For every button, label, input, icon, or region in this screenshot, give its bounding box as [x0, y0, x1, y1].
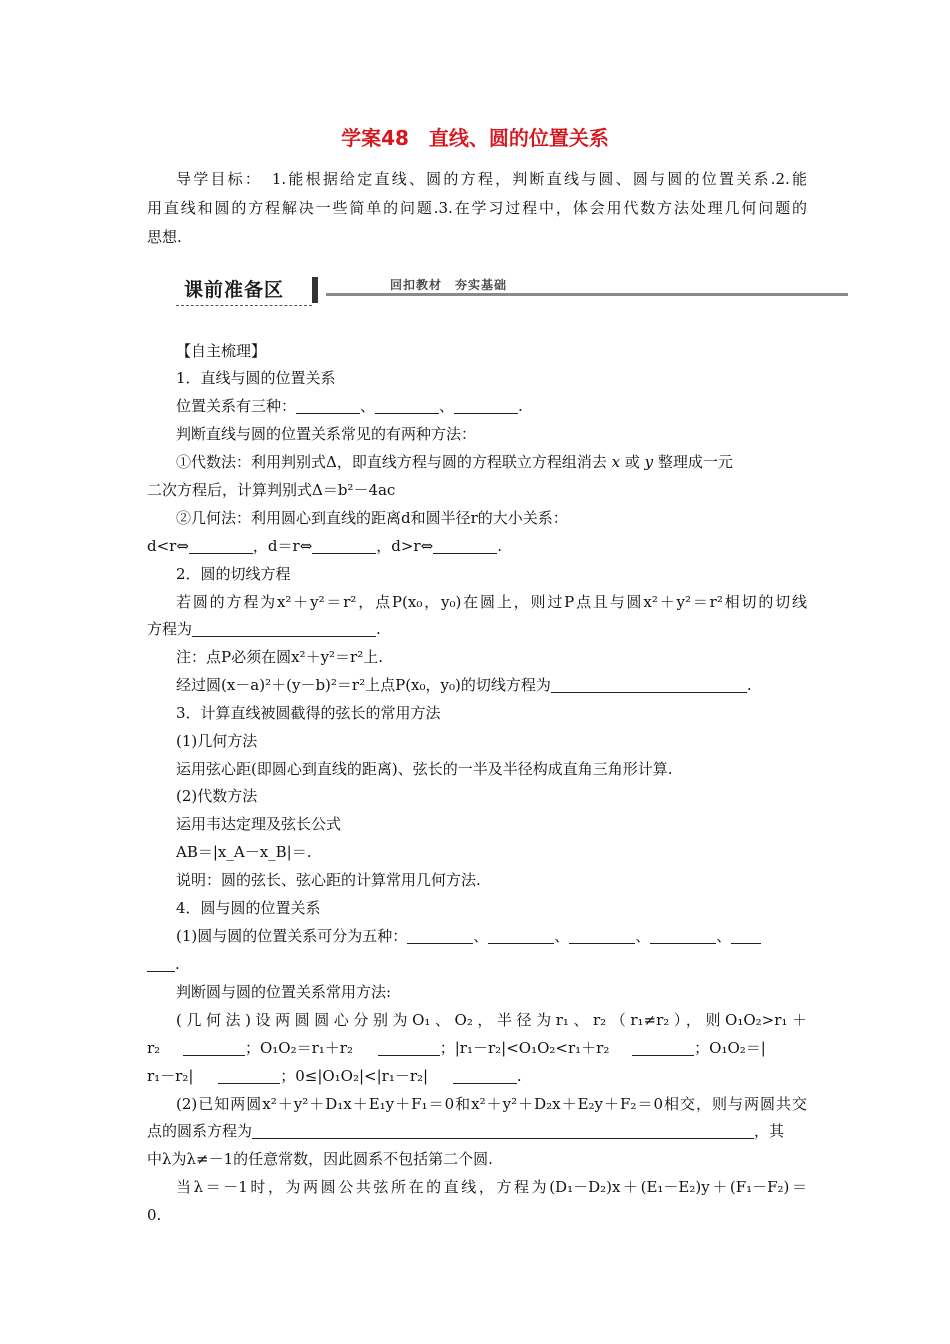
- fill-blank[interactable]: [650, 928, 716, 944]
- s1-algebraic: ①代数法：利用判别式Δ，即直线方程与圆的方程联立方程组消去 x 或 y 整理成一元: [176, 453, 733, 471]
- s3-geometric-heading: (1)几何方法: [176, 732, 258, 750]
- s3-algebraic-heading: (2)代数方法: [176, 787, 258, 805]
- section-4-heading: 4．圆与圆的位置关系: [176, 899, 321, 917]
- text: ①代数法：利用判别式Δ，即直线方程与圆的方程联立方程组消去: [176, 453, 607, 471]
- text: .: [516, 1067, 522, 1085]
- text: (1)圆与圆的位置关系可分为五种：: [176, 927, 408, 945]
- text: 位置关系有三种：: [176, 397, 297, 415]
- fill-blank[interactable]: [312, 538, 376, 554]
- s2-note: 注：点P必须在圆x²＋y²＝r²上.: [176, 648, 384, 666]
- s3-chord-formula: AB＝|x_A－x_B|＝.: [176, 843, 312, 861]
- objectives-line-1: 导学目标： 1.能根据给定直线、圆的方程，判断直线与圆、圆与圆的位置关系.2.能: [176, 170, 807, 188]
- s4-circle-system-e: 0.: [147, 1206, 162, 1224]
- text: 、: [473, 927, 489, 945]
- text: ，d＝r⇔: [252, 537, 313, 555]
- banner-line: [326, 293, 848, 296]
- banner-subtitle: 回扣教材 夯实基础: [390, 278, 508, 292]
- text: 、: [635, 927, 651, 945]
- text: ；O₁O₂＝r₁＋r₂: [244, 1039, 353, 1057]
- fill-blank[interactable]: [252, 1123, 754, 1139]
- s3-geometric-desc: 运用弦心距(即圆心到直线的距离)、弦长的一半及半径构成直角三角形计算.: [176, 760, 673, 778]
- fill-blank[interactable]: [218, 1068, 280, 1084]
- fill-blank[interactable]: [433, 538, 497, 554]
- s2-general-tangent: [176, 671, 807, 700]
- text: .: [175, 955, 180, 973]
- fill-blank[interactable]: [189, 538, 253, 554]
- fill-blank[interactable]: [192, 621, 376, 637]
- fill-blank[interactable]: [375, 398, 439, 414]
- fill-blank[interactable]: [296, 398, 360, 414]
- page-title: 学案48 直线、圆的位置关系: [341, 126, 609, 150]
- s1-geometric: ②几何法：利用圆心到直线的距离d和圆半径r的大小关系：: [176, 509, 568, 527]
- s3-algebraic-desc: 运用韦达定理及弦长公式: [176, 815, 342, 833]
- fill-blank[interactable]: [551, 677, 747, 693]
- fill-blank[interactable]: [183, 1040, 245, 1056]
- text: 点的圆系方程为: [147, 1122, 253, 1140]
- text: .: [746, 676, 752, 694]
- fill-blank[interactable]: [147, 956, 175, 972]
- objectives-line-2: 用直线和圆的方程解决一些简单的问题.3.在学习过程中，体会用代数方法处理几何问题的: [147, 199, 807, 217]
- banner-dash: [176, 305, 312, 306]
- objectives-line-3: 思想.: [147, 228, 182, 246]
- s2-tangent-blank: [147, 615, 807, 644]
- s4-five-relations: [176, 922, 807, 951]
- fill-blank[interactable]: [632, 1040, 694, 1056]
- s1-three-relations: [176, 392, 807, 421]
- text: 方程为: [147, 620, 193, 638]
- s1-algebraic-cont: 二次方程后，计算判别式Δ＝b²－4ac: [147, 481, 396, 499]
- fill-blank[interactable]: [454, 398, 518, 414]
- s4-five-relations-cont: [147, 950, 807, 979]
- fill-blank[interactable]: [453, 1068, 517, 1084]
- text: .: [518, 397, 523, 415]
- s4-methods: 判断圆与圆的位置关系常用方法:: [176, 983, 392, 1001]
- text: ；O₁O₂＝|: [694, 1039, 766, 1057]
- banner-bar: [312, 277, 318, 303]
- section-1-heading: 1．直线与圆的位置关系: [176, 369, 336, 387]
- fill-blank[interactable]: [378, 1040, 440, 1056]
- section-2-heading: 2．圆的切线方程: [176, 565, 291, 583]
- text: 或: [624, 453, 640, 471]
- text: 经过圆(x－a)²＋(y－b)²＝r²上点P(x₀，y₀)的切线方程为: [176, 676, 551, 694]
- text: 、: [716, 927, 732, 945]
- text: 、: [439, 397, 455, 415]
- text: 、: [554, 927, 570, 945]
- text: r₂: [147, 1039, 161, 1057]
- s4-circle-system-d: 当λ＝－1时，为两圆公共弦所在的直线，方程为(D₁－D₂)x＋(E₁－E₂)y＋(F₁－F₂)＝: [176, 1178, 807, 1196]
- section-3-heading: 3．计算直线被圆截得的弦长的常用方法: [176, 704, 441, 722]
- s4-geometric-c: [147, 1062, 807, 1091]
- text: .: [376, 620, 381, 638]
- text: 、: [360, 397, 376, 415]
- s2-paragraph: 若圆的方程为x²＋y²＝r²，点P(x₀，y₀)在圆上，则过P点且与圆x²＋y²＝r²相切的切线: [176, 593, 807, 611]
- fill-blank[interactable]: [407, 928, 473, 944]
- text: ；0≤|O₁O₂|<|r₁－r₂|: [280, 1067, 429, 1085]
- text: ，d>r⇔: [376, 537, 434, 555]
- fill-blank[interactable]: [731, 928, 761, 944]
- text: ，其: [754, 1122, 785, 1140]
- text: ；|r₁－r₂|<O₁O₂<r₁＋r₂: [439, 1039, 610, 1057]
- s1-methods: 判断直线与圆的位置关系常见的有两种方法：: [176, 425, 477, 443]
- s4-geometric-b: [147, 1034, 807, 1063]
- text: .: [497, 537, 502, 555]
- banner-tab: 课前准备区: [184, 279, 285, 301]
- fill-blank[interactable]: [569, 928, 635, 944]
- s1-distance-relations: [147, 532, 807, 561]
- text: 整理成一元: [657, 453, 733, 471]
- fill-blank[interactable]: [488, 928, 554, 944]
- s4-circle-system-c: 中λ为λ≠－1的任意常数，因此圆系不包括第二个圆.: [147, 1150, 493, 1168]
- s3-explanation: 说明：圆的弦长、弦心距的计算常用几何方法.: [176, 871, 481, 889]
- text: r₁－r₂|: [147, 1067, 194, 1085]
- s4-circle-system-b: [147, 1117, 807, 1146]
- s4-geometric-a: (几何法)设两圆圆心分别为O₁、O₂，半径为r₁、r₂（r₁≠r₂），则O₁O₂>r₁＋: [176, 1011, 807, 1029]
- section-banner: [176, 273, 848, 307]
- text: d<r⇔: [147, 537, 189, 555]
- self-review-heading: 【自主梳理】: [176, 342, 267, 360]
- s4-circle-system-a: (2)已知两圆x²＋y²＋D₁x＋E₁y＋F₁＝0和x²＋y²＋D₂x＋E₂y＋F₂＝0相交，则与两圆共交: [176, 1095, 807, 1113]
